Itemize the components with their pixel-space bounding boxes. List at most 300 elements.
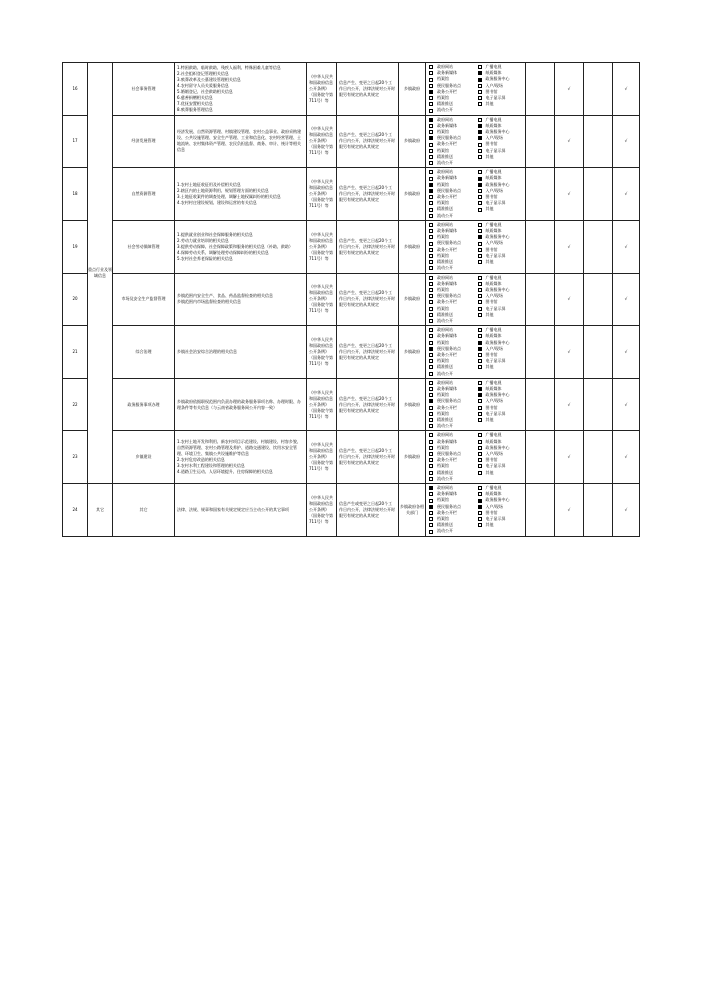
channel-item bbox=[429, 476, 474, 482]
unchecked-box-icon bbox=[478, 313, 482, 317]
unchecked-box-icon bbox=[429, 177, 433, 181]
unchecked-box-icon bbox=[429, 446, 433, 450]
channel-label: 便民服务站点 bbox=[437, 293, 461, 299]
disclosure-subject: 乡镇政府 bbox=[399, 168, 426, 221]
channel-label: 精准推送 bbox=[437, 259, 453, 265]
channel-label: 其他 bbox=[485, 311, 494, 317]
unchecked-box-icon bbox=[429, 109, 433, 113]
channel-item bbox=[478, 470, 523, 476]
channel-label: 入户/现场 bbox=[485, 503, 503, 509]
unchecked-box-icon bbox=[429, 307, 433, 311]
unchecked-box-icon bbox=[478, 189, 482, 193]
channel-label: 其他 bbox=[485, 364, 494, 370]
disclosure-subject: 乡镇政府 bbox=[399, 115, 426, 168]
disclosure-channels bbox=[426, 63, 526, 116]
checked-box-icon bbox=[478, 393, 482, 397]
checked-box-icon bbox=[478, 136, 482, 140]
unchecked-box-icon bbox=[478, 511, 482, 515]
item-content: 经济发展、自然资源管理、村镇建设管理、农村公益事业、政府采购建设、公共设施管理、安全生产管理、工业和信息化、农村经营管理、土地流转、农村集体资产管理、农民负担监督、商务、审计、统计等相关信息 bbox=[175, 115, 307, 168]
channel-label: 其他 bbox=[485, 101, 494, 107]
unchecked-box-icon bbox=[478, 458, 482, 462]
channel-label: 纸质媒体 bbox=[485, 175, 502, 181]
unchecked-box-icon bbox=[429, 201, 433, 205]
item-name: 乡镇建设 bbox=[113, 431, 175, 484]
channel-label: 档案馆 bbox=[437, 129, 449, 135]
channel-label: 入户/现场 bbox=[485, 187, 503, 193]
check-c3 bbox=[584, 378, 613, 431]
table-row bbox=[63, 326, 640, 379]
channel-label: 流动公开 bbox=[437, 265, 453, 271]
checked-box-icon bbox=[429, 505, 433, 509]
check-c1 bbox=[526, 378, 555, 431]
checked-box-icon bbox=[478, 183, 482, 187]
checked-box-icon bbox=[478, 347, 482, 351]
item-content: 乡镇社会治安综合治理的相关信息 bbox=[175, 326, 307, 379]
item-content: 乡镇政府依据职权范围内负责办理的政务服务事项名称、办理时限、办理条件等有关信息（与云南省政务服务网公开内容一致） bbox=[175, 378, 307, 431]
check-c3 bbox=[584, 326, 613, 379]
channel-item bbox=[429, 371, 474, 377]
channel-label: 政务新媒体 bbox=[437, 175, 457, 181]
legal-basis: 《中华人民共和国政府信息公开条例》（国务院令第711号）等 bbox=[307, 326, 337, 379]
unchecked-box-icon bbox=[429, 84, 433, 88]
unchecked-box-icon bbox=[478, 149, 482, 153]
item-content: 1.农村土地开发和利用、新农村项目示范建设、村镇建设、村容乡貌、自然资源管理、农村公路管理及养护、道路交通建设、饮用水安全管理、环境卫生、集镇公共设施维护等信息 2.农村危房改造的相关信息 3.农村水利工程建设和管理的相关信息 4.道路卫生运动、人居环境提升、住房保障的相关信息 bbox=[175, 431, 307, 484]
unchecked-box-icon bbox=[478, 399, 482, 403]
channel-label: 图书馆 bbox=[485, 246, 498, 252]
unchecked-box-icon bbox=[478, 118, 482, 122]
channel-label: 政务公开栏 bbox=[437, 88, 457, 94]
unchecked-box-icon bbox=[478, 65, 482, 69]
item-content: 法律、法规、规章和国家有关规定规定应当主动公开的其它事项 bbox=[175, 484, 307, 537]
channel-label: 档案馆 bbox=[437, 516, 449, 522]
checked-box-icon bbox=[478, 130, 482, 134]
channel-label: 入户/现场 bbox=[485, 398, 503, 404]
unchecked-box-icon bbox=[429, 341, 433, 345]
channel-label: 档案馆 bbox=[437, 234, 449, 240]
channel-label: 档案馆 bbox=[437, 200, 449, 206]
channel-label: 政府网站 bbox=[437, 327, 453, 333]
channel-label: 纸质媒体 bbox=[485, 385, 502, 391]
channel-label: 政府网站 bbox=[437, 169, 453, 175]
unchecked-box-icon bbox=[429, 223, 433, 227]
checked-box-icon bbox=[429, 118, 433, 122]
channel-label: 图书馆 bbox=[485, 509, 498, 515]
unchecked-box-icon bbox=[429, 300, 433, 304]
channel-label: 精准推送 bbox=[437, 153, 453, 159]
category-group: 重点行业及领域信息 bbox=[88, 63, 113, 484]
channel-item bbox=[478, 364, 523, 370]
channel-label: 政务公开栏 bbox=[437, 299, 457, 305]
table-row bbox=[63, 378, 640, 431]
item-name: 市场及安全生产监督管理 bbox=[113, 273, 175, 326]
unchecked-box-icon bbox=[429, 334, 433, 338]
channel-label: 纸质媒体 bbox=[485, 70, 502, 76]
item-content: 乡镇范围内安全生产、食品、药品监督检查的相关信息 乡镇范围内市场监督检查的相关信息 bbox=[175, 273, 307, 326]
channel-label: 入户/现场 bbox=[485, 293, 503, 299]
checked-box-icon bbox=[478, 387, 482, 391]
unchecked-box-icon bbox=[478, 90, 482, 94]
unchecked-box-icon bbox=[429, 412, 433, 416]
channel-label: 精准推送 bbox=[437, 469, 453, 475]
unchecked-box-icon bbox=[429, 424, 433, 428]
disclosure-subject: 乡镇政府 bbox=[399, 378, 426, 431]
channel-label: 其他 bbox=[485, 522, 494, 528]
channel-label: 图书馆 bbox=[485, 457, 498, 463]
channel-label: 政务公开栏 bbox=[437, 404, 457, 410]
check-c4: √ bbox=[613, 168, 640, 221]
legal-basis: 《中华人民共和国政府信息公开条例》（国务院令第711号）等 bbox=[307, 431, 337, 484]
channel-item bbox=[429, 160, 474, 166]
channel-label: 档案馆 bbox=[437, 358, 449, 364]
channel-label: 政务新媒体 bbox=[437, 280, 457, 286]
channel-list bbox=[429, 64, 522, 114]
check-c1 bbox=[526, 326, 555, 379]
channel-label: 电子显示屏 bbox=[485, 358, 506, 364]
unchecked-box-icon bbox=[429, 433, 433, 437]
checked-box-icon bbox=[429, 347, 433, 351]
channel-list bbox=[429, 275, 522, 325]
channel-label: 档案馆 bbox=[437, 147, 449, 153]
channel-label: 电子显示屏 bbox=[485, 95, 506, 101]
unchecked-box-icon bbox=[478, 446, 482, 450]
check-c4: √ bbox=[613, 220, 640, 273]
table-row bbox=[63, 63, 640, 116]
checked-box-icon bbox=[429, 486, 433, 490]
channel-label: 电子显示屏 bbox=[485, 305, 506, 311]
unchecked-box-icon bbox=[429, 464, 433, 468]
channel-label: 便民服务站点 bbox=[437, 450, 461, 456]
unchecked-box-icon bbox=[429, 365, 433, 369]
channel-label: 流动公开 bbox=[437, 317, 453, 323]
unchecked-box-icon bbox=[429, 130, 433, 134]
check-c2: √ bbox=[555, 168, 584, 221]
channel-label: 政府网站 bbox=[437, 379, 453, 385]
check-c1 bbox=[526, 220, 555, 273]
check-c1 bbox=[526, 115, 555, 168]
check-c2: √ bbox=[555, 273, 584, 326]
row-number: 19 bbox=[63, 220, 88, 273]
channel-list bbox=[429, 432, 522, 482]
checked-box-icon bbox=[478, 499, 482, 503]
unchecked-box-icon bbox=[429, 393, 433, 397]
unchecked-box-icon bbox=[429, 387, 433, 391]
checked-box-icon bbox=[429, 136, 433, 140]
channel-label: 入户/现场 bbox=[485, 240, 503, 246]
table-row bbox=[63, 220, 640, 273]
channel-label: 政务公开栏 bbox=[437, 509, 457, 515]
disclosure-channels bbox=[426, 220, 526, 273]
category-group: 其它 bbox=[88, 484, 113, 537]
channel-label: 便民服务站点 bbox=[437, 398, 461, 404]
unchecked-box-icon bbox=[429, 282, 433, 286]
channel-label: 档案馆 bbox=[437, 444, 449, 450]
unchecked-box-icon bbox=[429, 214, 433, 218]
channel-label: 政务服务中心 bbox=[485, 234, 510, 240]
unchecked-box-icon bbox=[429, 294, 433, 298]
row-number: 21 bbox=[63, 326, 88, 379]
channel-label: 精准推送 bbox=[437, 101, 453, 107]
channel-label: 政务新媒体 bbox=[437, 228, 457, 234]
unchecked-box-icon bbox=[429, 266, 433, 270]
unchecked-box-icon bbox=[478, 260, 482, 264]
channel-label: 图书馆 bbox=[485, 88, 498, 94]
unchecked-box-icon bbox=[429, 155, 433, 159]
channel-label: 其他 bbox=[485, 259, 494, 265]
check-c1 bbox=[526, 273, 555, 326]
item-name: 经济发展管理 bbox=[113, 115, 175, 168]
channel-label: 政务服务中心 bbox=[485, 129, 510, 135]
unchecked-box-icon bbox=[429, 353, 433, 357]
channel-label: 广播电视 bbox=[485, 169, 502, 175]
disclosure-time: 信息产生、变更之日起20个工作日内公开，法律法规对公开时限另有规定的从其规定 bbox=[337, 220, 399, 273]
unchecked-box-icon bbox=[478, 170, 482, 174]
unchecked-box-icon bbox=[429, 499, 433, 503]
channel-label: 纸质媒体 bbox=[485, 122, 502, 128]
channel-label: 广播电视 bbox=[485, 327, 502, 333]
channel-label: 政务新媒体 bbox=[437, 333, 457, 339]
channel-label: 档案馆 bbox=[437, 497, 449, 503]
unchecked-box-icon bbox=[429, 276, 433, 280]
disclosure-channels bbox=[426, 168, 526, 221]
unchecked-box-icon bbox=[478, 300, 482, 304]
unchecked-box-icon bbox=[478, 143, 482, 147]
checked-box-icon bbox=[478, 71, 482, 75]
table-row bbox=[63, 431, 640, 484]
checked-box-icon bbox=[478, 124, 482, 128]
unchecked-box-icon bbox=[478, 223, 482, 227]
channel-label: 其他 bbox=[485, 153, 494, 159]
channel-label: 政务服务中心 bbox=[485, 497, 510, 503]
check-c2: √ bbox=[555, 115, 584, 168]
channel-label: 纸质媒体 bbox=[485, 333, 502, 339]
channel-label: 电子显示屏 bbox=[485, 200, 506, 206]
disclosure-channels bbox=[426, 378, 526, 431]
channel-label: 广播电视 bbox=[485, 64, 502, 69]
channel-label: 政务新媒体 bbox=[437, 438, 457, 444]
unchecked-box-icon bbox=[478, 412, 482, 416]
unchecked-box-icon bbox=[478, 406, 482, 410]
channel-label: 政务公开栏 bbox=[437, 141, 457, 147]
disclosure-time: 信息产生或变更之日起20个工作日内公开，法律法规对公开时限另有规定的从其规定 bbox=[337, 484, 399, 537]
check-c2: √ bbox=[555, 220, 584, 273]
checked-box-icon bbox=[429, 399, 433, 403]
channel-label: 电子显示屏 bbox=[485, 147, 506, 153]
disclosure-subject: 乡镇政府各相关部门 bbox=[399, 484, 426, 537]
unchecked-box-icon bbox=[429, 458, 433, 462]
channel-label: 政务服务中心 bbox=[485, 76, 510, 82]
disclosure-channels bbox=[426, 326, 526, 379]
disclosure-channels bbox=[426, 431, 526, 484]
unchecked-box-icon bbox=[478, 523, 482, 527]
channel-label: 档案馆 bbox=[437, 410, 449, 416]
check-c1 bbox=[526, 168, 555, 221]
row-number: 16 bbox=[63, 63, 88, 116]
disclosure-channels bbox=[426, 484, 526, 537]
channel-label: 便民服务站点 bbox=[437, 240, 461, 246]
unchecked-box-icon bbox=[429, 78, 433, 82]
item-name: 政务服务事项办理 bbox=[113, 378, 175, 431]
channel-label: 精准推送 bbox=[437, 416, 453, 422]
channel-label: 图书馆 bbox=[485, 141, 498, 147]
channel-label: 政务服务中心 bbox=[485, 286, 510, 292]
disclosure-time: 信息产生、变更之日起20个工作日内公开，法律法规对公开时限另有规定的从其规定 bbox=[337, 273, 399, 326]
disclosure-subject: 乡镇政府 bbox=[399, 431, 426, 484]
unchecked-box-icon bbox=[429, 143, 433, 147]
channel-label: 流动公开 bbox=[437, 160, 453, 166]
row-number: 24 bbox=[63, 484, 88, 537]
check-c1 bbox=[526, 431, 555, 484]
unchecked-box-icon bbox=[429, 328, 433, 332]
unchecked-box-icon bbox=[429, 372, 433, 376]
channel-label: 图书馆 bbox=[485, 404, 498, 410]
unchecked-box-icon bbox=[478, 381, 482, 385]
check-c3 bbox=[584, 431, 613, 484]
channel-label: 政务新媒体 bbox=[437, 122, 457, 128]
unchecked-box-icon bbox=[478, 353, 482, 357]
disclosure-subject: 乡镇政府 bbox=[399, 63, 426, 116]
channel-label: 入户/现场 bbox=[485, 82, 503, 88]
channel-item bbox=[429, 265, 474, 271]
unchecked-box-icon bbox=[478, 334, 482, 338]
unchecked-box-icon bbox=[478, 517, 482, 521]
check-c1 bbox=[526, 484, 555, 537]
channel-label: 档案馆 bbox=[437, 95, 449, 101]
channel-label: 便民服务站点 bbox=[437, 82, 461, 88]
unchecked-box-icon bbox=[429, 242, 433, 246]
unchecked-box-icon bbox=[478, 307, 482, 311]
channel-label: 政务公开栏 bbox=[437, 351, 457, 357]
channel-label: 广播电视 bbox=[485, 274, 502, 280]
channel-label: 档案馆 bbox=[437, 286, 449, 292]
disclosure-channels bbox=[426, 273, 526, 326]
channel-label: 广播电视 bbox=[485, 485, 502, 490]
unchecked-box-icon bbox=[478, 492, 482, 496]
channel-label: 纸质媒体 bbox=[485, 280, 502, 286]
unchecked-box-icon bbox=[478, 359, 482, 363]
unchecked-box-icon bbox=[478, 208, 482, 212]
disclosure-subject: 乡镇政府 bbox=[399, 220, 426, 273]
channel-label: 其他 bbox=[485, 416, 494, 422]
disclosure-subject: 乡镇政府 bbox=[399, 273, 426, 326]
unchecked-box-icon bbox=[478, 248, 482, 252]
channel-label: 图书馆 bbox=[485, 351, 498, 357]
unchecked-box-icon bbox=[429, 418, 433, 422]
check-c2: √ bbox=[555, 484, 584, 537]
check-c4: √ bbox=[613, 378, 640, 431]
checked-box-icon bbox=[478, 78, 482, 82]
unchecked-box-icon bbox=[429, 452, 433, 456]
row-number: 17 bbox=[63, 115, 88, 168]
channel-label: 广播电视 bbox=[485, 379, 502, 385]
channel-label: 其他 bbox=[485, 206, 494, 212]
channel-list bbox=[429, 222, 522, 272]
channel-label: 便民服务站点 bbox=[437, 135, 461, 141]
disclosure-channels bbox=[426, 115, 526, 168]
row-number: 22 bbox=[63, 378, 88, 431]
channel-label: 广播电视 bbox=[485, 221, 502, 227]
unchecked-box-icon bbox=[478, 452, 482, 456]
unchecked-box-icon bbox=[429, 195, 433, 199]
disclosure-subject: 乡镇政府 bbox=[399, 326, 426, 379]
check-c4: √ bbox=[613, 273, 640, 326]
channel-label: 便民服务站点 bbox=[437, 187, 461, 193]
check-c3 bbox=[584, 220, 613, 273]
channel-item bbox=[429, 423, 474, 429]
legal-basis: 《中华人民共和国政府信息公开条例》（国务院令第711号）等 bbox=[307, 63, 337, 116]
check-c4: √ bbox=[613, 326, 640, 379]
channel-label: 精准推送 bbox=[437, 311, 453, 317]
unchecked-box-icon bbox=[429, 288, 433, 292]
channel-item bbox=[478, 154, 523, 160]
unchecked-box-icon bbox=[478, 365, 482, 369]
channel-label: 精准推送 bbox=[437, 522, 453, 528]
unchecked-box-icon bbox=[478, 155, 482, 159]
channel-label: 流动公开 bbox=[437, 212, 453, 218]
unchecked-box-icon bbox=[478, 242, 482, 246]
unchecked-box-icon bbox=[478, 229, 482, 233]
channel-label: 政务服务中心 bbox=[485, 444, 510, 450]
unchecked-box-icon bbox=[429, 65, 433, 69]
channel-label: 便民服务站点 bbox=[437, 503, 461, 509]
channel-label: 政务服务中心 bbox=[485, 392, 510, 398]
channel-item bbox=[478, 101, 523, 107]
unchecked-box-icon bbox=[429, 319, 433, 323]
channel-list bbox=[429, 327, 522, 377]
unchecked-box-icon bbox=[478, 418, 482, 422]
channel-label: 政府网站 bbox=[437, 432, 453, 438]
unchecked-box-icon bbox=[478, 102, 482, 106]
item-content: 1.农村土地征收征用及补偿相关信息 2.辖区内的土地资源利用、规划管理方面的相关信息 3.土地征收案件的调查处理、调解土地权属纠纷的相关信息 4.农村村庄建设规划、建设和运营的有关信息 bbox=[175, 168, 307, 221]
unchecked-box-icon bbox=[478, 254, 482, 258]
channel-label: 政务公开栏 bbox=[437, 246, 457, 252]
disclosure-time: 信息产生、变更之日起20个工作日内公开，法律法规对公开时限另有规定的从其规定 bbox=[337, 431, 399, 484]
item-content: 1.特困救助、临时救助、残疾人福利、特殊困难儿童等信息 2.社会组织登记管理相关信息 3.殡葬改革及公墓建设管理相关信息 4.农村留守人员关爱服务信息 5.婚姻登记、社会救助相关信息 6.慈善捐赠相关信息 7.优抚安置相关信息 8.殡葬服务管理信息 bbox=[175, 63, 307, 116]
channel-label: 档案馆 bbox=[437, 339, 449, 345]
unchecked-box-icon bbox=[478, 294, 482, 298]
disclosure-time: 信息产生、变更之日起20个工作日内公开，法律法规对公开时限另有规定的从其规定 bbox=[337, 168, 399, 221]
channel-item bbox=[478, 259, 523, 265]
unchecked-box-icon bbox=[478, 84, 482, 88]
channel-label: 政务公开栏 bbox=[437, 457, 457, 463]
channel-label: 纸质媒体 bbox=[485, 491, 502, 497]
legal-basis: 《中华人民共和国政府信息公开条例》（国务院令第711号）等 bbox=[307, 220, 337, 273]
row-number: 18 bbox=[63, 168, 88, 221]
unchecked-box-icon bbox=[478, 328, 482, 332]
channel-item bbox=[429, 213, 474, 219]
check-c3 bbox=[584, 63, 613, 116]
channel-label: 政务服务中心 bbox=[485, 181, 510, 187]
channel-item bbox=[429, 318, 474, 324]
channel-item bbox=[478, 417, 523, 423]
unchecked-box-icon bbox=[429, 517, 433, 521]
legal-basis: 《中华人民共和国政府信息公开条例》（国务院令第711号）等 bbox=[307, 378, 337, 431]
item-name: 社会劳动保障管理 bbox=[113, 220, 175, 273]
legal-basis: 《中华人民共和国政府信息公开条例》（国务院令第711号）等 bbox=[307, 168, 337, 221]
channel-label: 入户/现场 bbox=[485, 135, 503, 141]
unchecked-box-icon bbox=[478, 276, 482, 280]
channel-item bbox=[478, 522, 523, 528]
channel-item bbox=[429, 528, 474, 534]
unchecked-box-icon bbox=[429, 406, 433, 410]
channel-label: 广播电视 bbox=[485, 432, 502, 438]
unchecked-box-icon bbox=[429, 313, 433, 317]
item-name: 自然资源管理 bbox=[113, 168, 175, 221]
channel-item bbox=[429, 107, 474, 113]
check-c2: √ bbox=[555, 63, 584, 116]
legal-basis: 《中华人民共和国政府信息公开条例》（国务院令第711号）等 bbox=[307, 273, 337, 326]
channel-label: 流动公开 bbox=[437, 370, 453, 376]
legal-basis: 《中华人民共和国政府信息公开条例》（国务院令第711号）等 bbox=[307, 484, 337, 537]
